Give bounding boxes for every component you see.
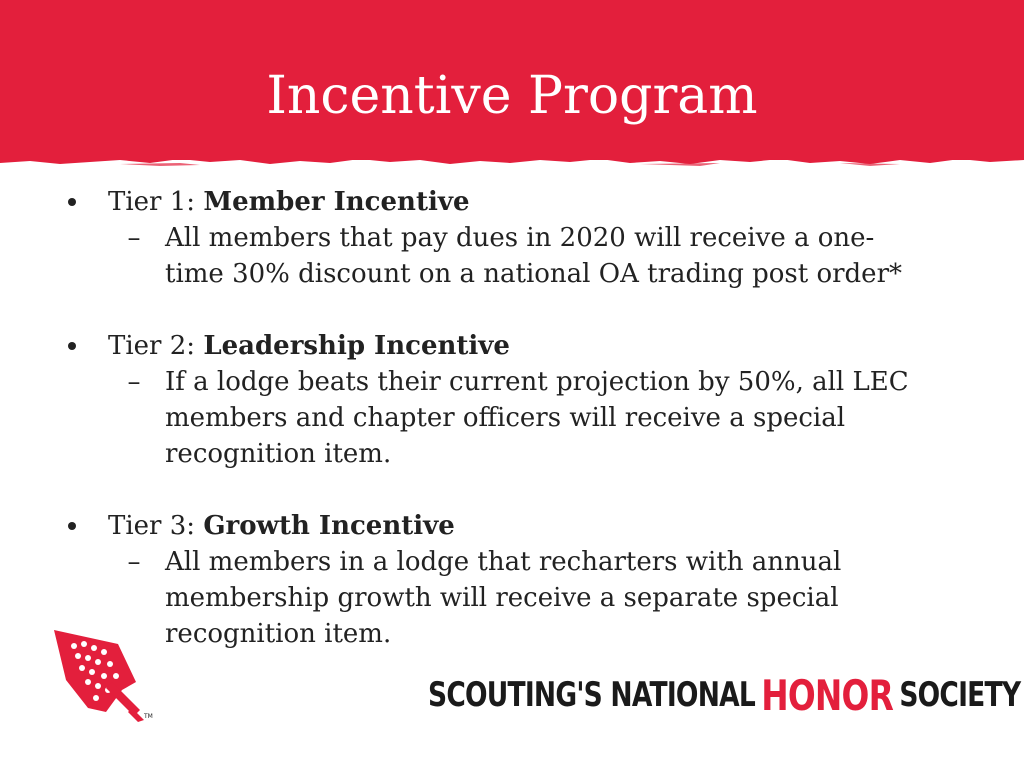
arrowhead-logo-icon xyxy=(48,624,160,724)
tier-name: Growth Incentive xyxy=(203,511,455,541)
banner-torn-edge xyxy=(0,150,1024,174)
tier-name: Member Incentive xyxy=(203,187,470,217)
tier-detail-text: recognition item. xyxy=(165,619,392,649)
dash-icon: – xyxy=(127,547,141,577)
tier-detail-text: All members that pay dues in 2020 will receive a one- xyxy=(165,223,875,253)
tier-detail-line xyxy=(62,220,982,256)
tier-heading xyxy=(62,328,982,364)
tier-list xyxy=(62,184,982,688)
tier-detail-line xyxy=(62,256,982,292)
tier-name: Leadership Incentive xyxy=(203,331,510,361)
tier-1 xyxy=(62,184,982,292)
tier-detail-line xyxy=(62,580,982,616)
dash-icon: – xyxy=(127,223,141,253)
tier-detail-line xyxy=(62,364,982,400)
tagline-text-part1: SCOUTING'S NATIONAL xyxy=(428,675,755,715)
tier-detail-line xyxy=(62,400,982,436)
bullet-icon xyxy=(68,342,76,350)
tagline-honor-text: HONOR xyxy=(761,670,894,720)
slide-title: Incentive Program xyxy=(266,66,758,126)
tagline-text-part2: SOCIETY xyxy=(899,675,1021,715)
tier-prefix: Tier 2: xyxy=(108,331,196,361)
tier-heading xyxy=(62,184,982,220)
tier-detail-line xyxy=(62,544,982,580)
tier-detail-text: time 30% discount on a national OA trading post order* xyxy=(165,259,903,289)
tier-detail-text: All members in a lodge that recharters with annual xyxy=(165,547,842,577)
tier-detail-text: members and chapter officers will receive a special xyxy=(165,403,846,433)
dash-icon: – xyxy=(127,367,141,397)
bullet-icon xyxy=(68,522,76,530)
tier-heading xyxy=(62,508,982,544)
tier-prefix: Tier 1: xyxy=(108,187,196,217)
tier-detail-line xyxy=(62,436,982,472)
tier-prefix: Tier 3: xyxy=(108,511,196,541)
tier-detail-text: recognition item. xyxy=(165,439,392,469)
tagline-logo xyxy=(428,670,1020,720)
tier-2 xyxy=(62,328,982,472)
tier-detail-text: If a lodge beats their current projection by 50%, all LEC xyxy=(165,367,909,397)
trademark-label: TM xyxy=(144,713,153,720)
tier-detail-text: membership growth will receive a separate special xyxy=(165,583,839,613)
tier-detail-line xyxy=(62,616,982,652)
tier-3 xyxy=(62,508,982,652)
bullet-icon xyxy=(68,198,76,206)
